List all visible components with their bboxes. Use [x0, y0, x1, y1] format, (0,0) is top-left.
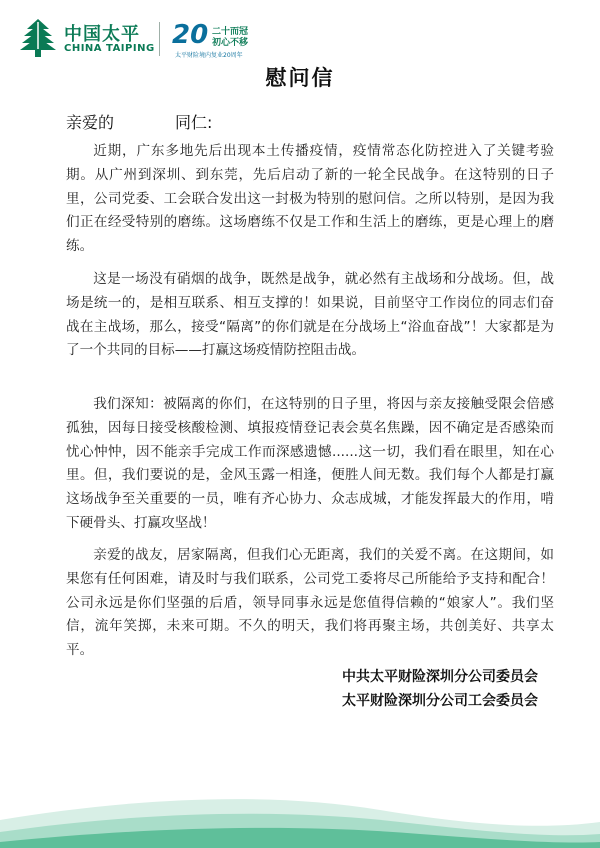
paragraph-1: 近期，广东多地先后出现本土传播疫情，疫情常态化防控进入了关键考验期。从广州到深圳、到东莞，先后启动了新的一轮全民战争。在这特别的日子里，公司党委、工会联合发出这一封极为特别的慰问信。之所以特别，是因为我们正在经受特别的磨练。这场磨练不仅是工作和生活上的磨练，更是心理上的磨练。: [66, 143, 554, 255]
anniversary-number: 20: [172, 20, 209, 50]
letterhead: [0, 0, 600, 66]
salutation: 亲爱的 同仁:: [66, 113, 213, 132]
paragraph-3: 我们深知：被隔离的你们，在这特别的日子里，将因与亲友接触受限会倍感孤独，因每日接受核酸检测、填报疫情登记表会莫名焦躁，因不确定是否感染而忧心忡忡，因不能亲手完成工作而深感遗憾......这一切，我们看在眼里，知在心里。但，我们要说的是，金风玉露一相逢，便胜人间无数。我们每个人都是打赢这场战争至关重要的一员，唯有齐心协力、众志成城，才能发挥最大的作用，啃下硬骨头、打赢攻坚战！: [66, 396, 554, 531]
footer-wave-decoration: [0, 760, 600, 848]
signature-union-committee: 太平财险深圳分公司工会委员会: [342, 693, 538, 709]
china-taiping-logo-icon: [20, 19, 56, 57]
signature-party-committee: 中共太平财险深圳分公司委员会: [342, 669, 538, 685]
paragraph-4: 亲爱的战友，居家隔离，但我们心无距离，我们的关爱不离。在这期间，如果您有任何困难，请及时与我们联系，公司党工委将尽己所能给予支持和配合！公司永远是你们坚强的后盾，领导同事永远是您值得信赖的“娘家人”。我们坚信，流年笑掷，未来可期。不久的明天，我们将再聚主场，共创美好、共享太平。: [66, 547, 554, 659]
anniversary-slogan-1: 二十而冠: [212, 27, 249, 37]
brand-name-cn: 中国太平: [64, 24, 140, 45]
letter-title: 慰问信: [265, 65, 335, 90]
header-divider: [159, 22, 160, 56]
anniversary-caption: 太平财险境内复业20周年: [175, 52, 243, 59]
brand-name-en: CHINA TAIPING: [64, 43, 155, 54]
paragraph-2: 这是一场没有硝烟的战争，既然是战争，就必然有主战场和分战场。但，战场是统一的，是相互联系、相互支撑的！如果说，目前坚守工作岗位的同志们奋战在主战场，那么，接受“隔离”的你们就是在分战场上“浴血奋战”！大家都是为了一个共同的目标——打赢这场疫情防控阻击战。: [66, 271, 554, 359]
anniversary-slogan-2: 初心不移: [212, 38, 249, 48]
